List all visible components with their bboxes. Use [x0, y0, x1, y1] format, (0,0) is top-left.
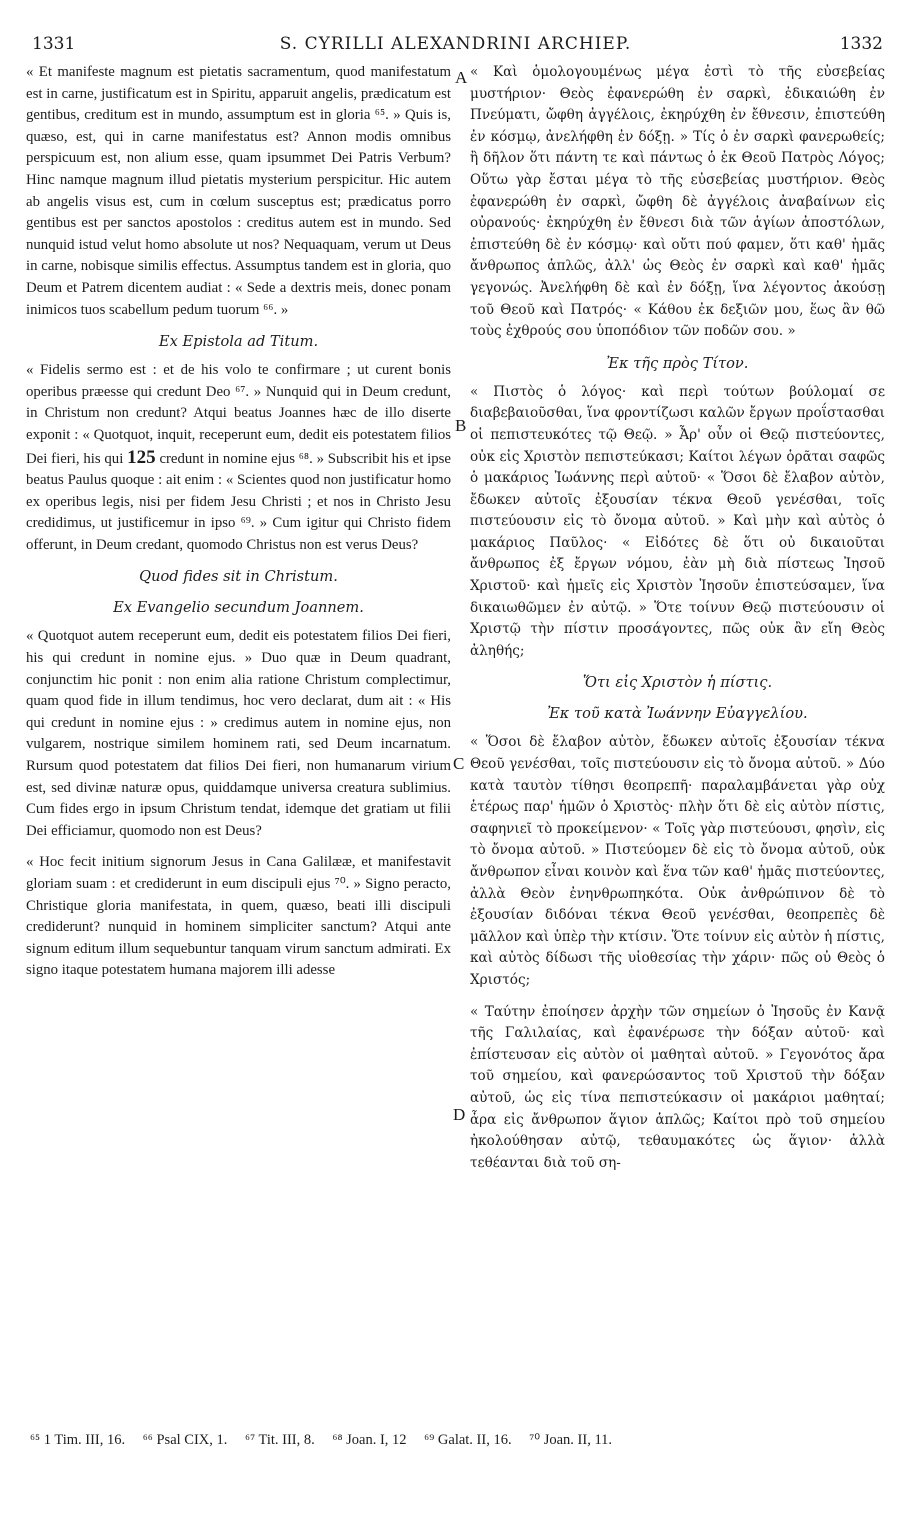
greek-heading-joannes: Ἐκ τοῦ κατὰ Ἰωάννην Εὐαγγελίου. — [547, 705, 808, 723]
latin-paragraph-2 — [26, 360, 451, 556]
greek-paragraph-3: « Ὅσοι δὲ ἔλαβον αὐτὸν, ἔδωκεν αὐτοῖς ἐξουσίαν τέκνα Θεοῦ γενέσθαι, τοῖς πιστεύουσιν εἰς τὸ ὄνομα αὐτοῦ. » Δύο κατὰ ταυτὸν τίθησι θεοπρεπῆ· παραλαμβάνεται γὰρ οὐχ ἑτέρως παρ' ἡμῶν ὁ Χριστὸς· πλὴν ὅτι δὲ εἰς αὐτὸν πίστις, σαφηνιεῖ τὸ προκείμενον· « Τοῖς γὰρ πιστεύουσι, φησὶν, εἰς τὸ ὄνομα αὐτοῦ. » Πιστεύομεν δὲ εἰς τὸ ὄνομα αὐτοῦ, οὐκ ἄνθρωπον εἶναι κοινὸν καὶ ἕνα τῶν καθ' ἡμᾶς πιστεύοντες, ἀλλὰ Θεὸν ἐνηνθρωπηκότα. Οὐκ ἀνθρώπινον δὲ τὸ ἐξουσίαν διδόναι τέκνα Θεοῦ γενέσθαι, θεοπρεπὲς δὲ μᾶλλον καὶ ὑπὲρ τὴν κτίσιν. Ὅτε τοίνυν εἰς αὐτὸν ἡ πίστις, καὶ αὐτὸς δίδωσι τῆς υἱοθεσίας τὴν χάριν· πῶς οὐ Θεὸς ὁ Χριστός; — [470, 734, 885, 988]
greek-paragraph-1: « Καὶ ὁμολογουμένως μέγα ἐστὶ τὸ τῆς εὐσεβείας μυστήριον· Θεὸς ἐφανερώθη ἐν σαρκὶ, ἐδικαιώθη ἐν Πνεύματι, ὤφθη ἀγγέλοις, ἐκηρύχθη ἐν ἔθνεσιν, ἐπιστεύθη ἐν κόσμῳ, ἀνελήφθη ἐν δόξῃ. » Τίς ὁ ἐν σαρκὶ φανερωθείς; ἢ δῆλον ὅτι πάντη τε καὶ πάντως ὁ ἐκ Θεοῦ Πατρὸς Λόγος; Οὕτω γὰρ ἔσται μέγα τὸ τῆς εὐσεβείας μυστήριον. Θεὸς ἐφανερώθη ἐν σαρκὶ, ὤφθη δὲ ἀγγέλοις ἀναβαίνων εἰς οὐρανούς· ἐκηρύχθη ἐν ἔθνεσι διὰ τῶν ἁγίων ἀποστόλων, ἐπιστεύθη δὲ ἐν κόσμῳ· καὶ οὔτι πού φαμεν, ὅτι καθ' ἡμᾶς ἄνθρωπος ἁπλῶς, ἀλλ' ὡς Θεὸς ἐν σαρκὶ καὶ καθ' ἡμᾶς γεγονώς. Ἀνελήφθη δὲ καὶ ἐν δόξῃ, ἵνα λέγοντος ἀκούσῃ τοῦ Θεοῦ καὶ Πατρός· « Κάθου ἐκ δεξιῶν μου, ἕως ἂν θῶ τοὺς ἐχθρούς σου ὑποπόδιον τῶν ποδῶν σου. » — [470, 64, 885, 340]
footnotes — [30, 1432, 885, 1449]
running-header — [28, 34, 883, 60]
greek-heading-titus: Ἐκ τῆς πρὸς Τίτον. — [606, 354, 749, 372]
greek-paragraph-2: « Πιστὸς ὁ λόγος· καὶ περὶ τούτων βούλομαί σε διαβεβαιοῦσθαι, ἵνα φροντίζωσι καλῶν ἔργων προΐστασθαι οἱ πεπιστευκότες τῷ Θεῷ. » Ἆρ' οὖν οἱ Θεῷ πιστεύοντες, οὐκ εἰς Χριστὸν πεπιστεύκασι; Καίτοι λέγων ὁρᾶται σαφῶς ὁ μακάριος Ἰωάννης περὶ αὐτοῦ· « Ὅσοι δὲ ἔλαβον αὐτὸν, ἔδωκεν αὐτοῖς ἐξουσίαν τέκνα Θεοῦ γενέσθαι, τοῖς πιστεύουσιν εἰς τὸ ὄνομα αὐτοῦ. » Καὶ μὴν καὶ αὐτὸς ὁ μακάριος Παῦλος· « Εἰδότες δὲ ὅτι οὐ δικαιοῦται ἄνθρωπος ἐξ ἔργων νόμου, ἐὰν μὴ διὰ πίστεως Ἰησοῦ Χριστοῦ· καὶ ἡμεῖς εἰς Χριστὸν Ἰησοῦν ἐπιστεύσαμεν, ἵνα δικαιωθῶμεν ἐν αὐτῷ. » Ὅτε τοίνυν Θεῷ πιστεύουσιν οἱ Χριστῷ τὴν πίστιν προσάγοντες, πῶς οὐκ ἂν εἴη Θεὸς ἀληθής; — [470, 383, 885, 659]
greek-heading-fides: Ὅτι εἰς Χριστὸν ἡ πίστις. — [582, 674, 773, 692]
latin-heading-fides: Quod fides sit in Christum. — [139, 568, 338, 586]
latin-paragraph-2b: credunt in nomine ejus ⁶⁸. » Subscribit his et ipse beatus Paulus quoque : ait enim : « Scientes quod non justificatur homo ex operibus legis, nisi per fidem Jesu Christi ; et nos in Christo Jesu credidimus, ut justificemur in ipso ⁶⁹. » Cum igitur qui Christo fidem offerunt, in Deum credant, quomodo Christus non est verus Deus? — [26, 450, 452, 553]
footnote-70: ⁷⁰ Joan. II, 11. — [529, 1432, 613, 1448]
footnote-67: ⁶⁷ Tit. III, 8. — [245, 1432, 315, 1448]
latin-heading-joannes: Ex Evangelio secundum Joannem. — [113, 599, 364, 617]
margin-marker-b: B — [455, 416, 467, 435]
latin-paragraph-2a: « Fidelis sermo est : et de his volo te confirmare ; ut curent bonis operibus præesse qui credunt Deo ⁶⁷. » Nunquid qui in Deum credunt, in Christum non credunt? Atqui beatus Joannes hæc de illo diserte exponit : « Quotquot, inquit, receperunt eum, dedit eis potestatem filios Dei fieri, his qui — [26, 362, 451, 467]
running-title: S. CYRILLI ALEXANDRINI ARCHIEP. — [279, 34, 632, 54]
latin-column — [26, 62, 451, 992]
footnote-68: ⁶⁸ Joan. I, 12 — [332, 1432, 407, 1448]
footnote-66: ⁶⁶ Psal CIX, 1. — [142, 1432, 228, 1448]
column-number: 125 — [127, 446, 156, 468]
greek-column — [470, 62, 885, 1184]
page-number-right: 1332 — [839, 34, 883, 54]
margin-marker-c: C — [453, 754, 465, 773]
latin-paragraph-1: « Et manifeste magnum est pietatis sacramentum, quod manifestatum est in carne, justificatum est in Spiritu, apparuit angelis, prædicatum est gentibus, creditum est in mundo, assumptum est in gloria ⁶⁵. » Quis is, quæso, est, qui in carne manifestatus est? Annon modis omnibus perspicuum est, non alium esse, quam ipsummet Dei Patris Verbum? Hinc namque magnum illud pietatis mysterium perspicitur. Hic autem ab angelis visus est, cum in cœlum susceptus est; prædicatus porro gentibus est per sanctos apostolos : creditus autem est in mundo. Sed nunquid istud velut homo absolute ut nos? Nequaquam, verum ut Deus in carne, nobisque similis effectus. Assumptus tandem est in gloria, quo Deum et Patrem dicentem audiat : « Sede a dextris meis, donec ponam inimicos tuos scabellum pedum tuorum ⁶⁶. » — [26, 64, 451, 318]
footnote-69: ⁶⁹ Galat. II, 16. — [424, 1432, 512, 1448]
margin-marker-d: D — [453, 1105, 466, 1124]
latin-heading-titus: Ex Epistola ad Titum. — [158, 333, 319, 351]
greek-paragraph-4: « Ταύτην ἐποίησεν ἀρχὴν τῶν σημείων ὁ Ἰησοῦς ἐν Κανᾷ τῆς Γαλιλαίας, καὶ ἐφανέρωσε τὴν δόξαν αὐτοῦ· καὶ ἐπίστευσαν εἰς αὐτὸν οἱ μαθηταὶ αὐτοῦ. » Γεγονότος ἄρα τοῦ σημείου, καὶ φανερώσαντος τοῦ Χριστοῦ τὴν δόξαν αὐτοῦ, ὡς εἰς τίνα πεπιστεύκασιν οἱ μακάριοι μαθηταί; ἆρα εἰς ἄνθρωπον ἅγιον ἁπλῶς; Καίτοι πρὸ τοῦ σημείου ἠκολούθησαν αὐτῷ, τεθαυμακότες ὡς ἅγιον· ἀλλὰ τεθέανται διὰ τοῦ ση- — [470, 1003, 885, 1171]
latin-paragraph-3: « Quotquot autem receperunt eum, dedit eis potestatem filios Dei fieri, his qui credunt in nomine ejus. » Duo quæ in Deum quadrant, conjunctim hic ponit : non enim alia ratione Christum complectimur, quam quod fide in illum tendimus, hoc vero declarat, dum ait : « His qui credunt in nomine ejus : » credimus autem in nomine ejus, non vulgarem, nostrique similem hominem rati, sed Deum incarnatum. Rursum quod potestatem dat filios Dei fieri, non humanarum virium est, sed divinæ naturæ opus, quiddamque universa creatura sublimius. Cum fides ergo in ipsum Christum tendat, idemque det gratiam ut filii Dei efficiamur, quomodo non est Deus? — [26, 628, 451, 839]
margin-marker-a: A — [455, 68, 468, 87]
page-number-left: 1331 — [32, 34, 76, 54]
latin-paragraph-4: « Hoc fecit initium signorum Jesus in Cana Galilææ, et manifestavit gloriam suam : et crediderunt in eum discipuli ejus ⁷⁰. » Signo peracto, Christique gloria manifestata, in quem, quæso, beati illi discipuli crediderunt? nunquid in hominem simpliciter sanctum? Atqui ante signum editum illum sequebuntur tanquam virum sanctum admirati. Ex signo itaque potestatem humana majorem illi adesse — [26, 854, 451, 979]
footnote-65: ⁶⁵ 1 Tim. III, 16. — [30, 1432, 126, 1448]
